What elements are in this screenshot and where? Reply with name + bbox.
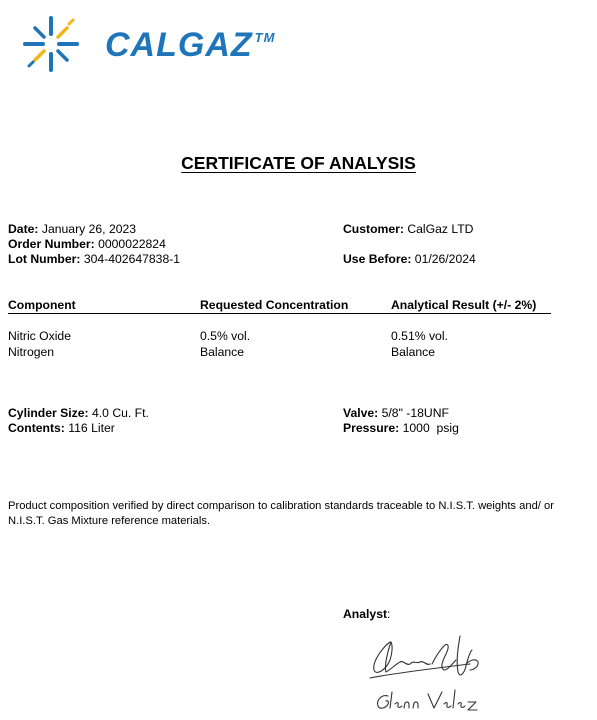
- table-cell: Balance: [200, 345, 245, 359]
- use-before-value: 01/26/2024: [414, 252, 476, 266]
- analyst-colon: :: [387, 607, 391, 621]
- valve-row: [343, 406, 449, 421]
- column-header-analytical-result: Analytical Result (+/- 2%): [391, 298, 537, 312]
- cylinder-size-value: 4.0 Cu. Ft.: [91, 406, 149, 420]
- signature-icon: [360, 620, 490, 715]
- logo-wordmark: [105, 26, 275, 65]
- column-header-component: Component: [8, 298, 76, 312]
- logo-wordmark-text: CALGAZ: [105, 26, 253, 64]
- traceability-note: Product composition verified by direct comparison to calibration standards traceable to N.I.S.T. weights and/ or N.I.S.T. Gas Mixture reference materials.: [8, 500, 554, 527]
- pressure-label: Pressure:: [343, 421, 400, 435]
- analyst-label: Analyst: [343, 607, 388, 621]
- pressure-value: 1000 psig: [402, 421, 459, 435]
- contents-label: Contents:: [8, 421, 65, 435]
- analyst-signature: [360, 620, 490, 715]
- table-cell: Nitric Oxide: [8, 329, 71, 343]
- lot-number-row: [8, 252, 180, 267]
- date-row: [8, 222, 136, 237]
- cylinder-size-row: [8, 406, 149, 421]
- customer-label: Customer:: [343, 222, 404, 236]
- table-cell: Balance: [391, 345, 436, 359]
- page-title-text: CERTIFICATE OF ANALYSIS: [181, 153, 416, 173]
- lot-number-label: Lot Number:: [8, 252, 81, 266]
- table-cell: 0.51% vol.: [391, 329, 448, 343]
- cylinder-size-label: Cylinder Size:: [8, 406, 89, 420]
- date-value: January 26, 2023: [41, 222, 137, 236]
- table-cell: Nitrogen: [8, 345, 55, 359]
- customer-value: CalGaz LTD: [407, 222, 474, 236]
- trademark-mark: TM: [254, 30, 276, 45]
- use-before-label: Use Before:: [343, 252, 412, 266]
- header-divider: [8, 313, 551, 314]
- pressure-row: [343, 421, 459, 436]
- page-title: [0, 153, 597, 174]
- column-header-requested-concentration: Requested Concentration: [200, 298, 349, 312]
- contents-row: [8, 421, 115, 436]
- order-number-label: Order Number:: [8, 237, 95, 251]
- use-before-row: [343, 252, 476, 267]
- valve-value: 5/8" -18UNF: [381, 406, 449, 420]
- valve-label: Valve:: [343, 406, 379, 420]
- order-number-row: [8, 237, 166, 252]
- starburst-logo-icon: [23, 14, 101, 74]
- order-number-value: 0000022824: [98, 237, 166, 251]
- table-cell: 0.5% vol.: [200, 329, 251, 343]
- lot-number-value: 304-402647838-1: [83, 252, 181, 266]
- customer-row: [343, 222, 474, 237]
- contents-value: 116 Liter: [68, 421, 115, 435]
- date-label: Date:: [8, 222, 39, 236]
- calgaz-logo: [23, 14, 293, 74]
